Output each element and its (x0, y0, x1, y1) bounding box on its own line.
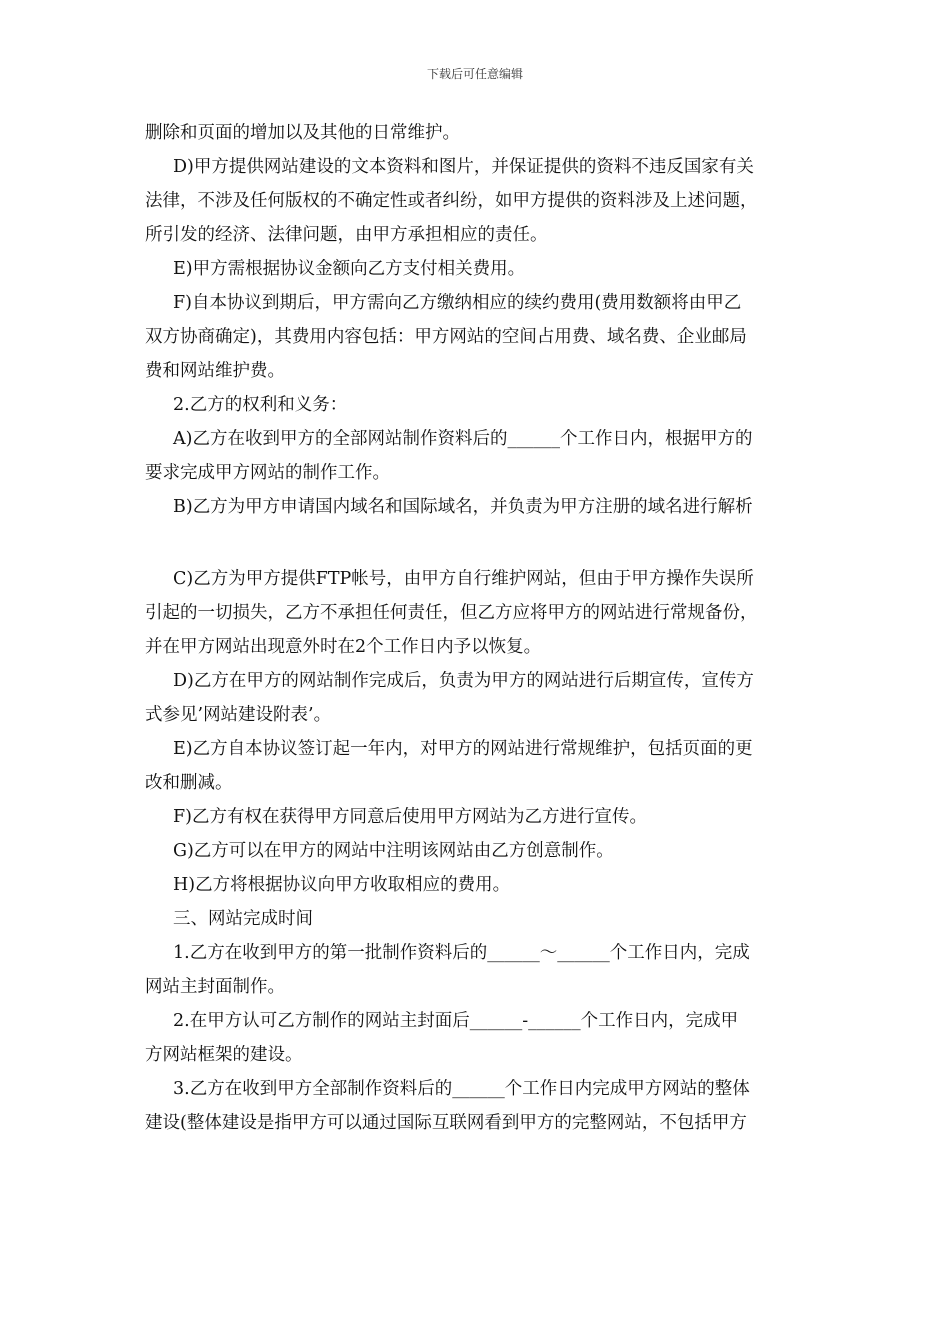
document-body (145, 116, 807, 1140)
paragraph-line: 所引发的经济、法律问题，由甲方承担相应的责任。 (145, 225, 548, 245)
paragraph-line: D)乙方在甲方的网站制作完成后，负责为甲方的网站进行后期宣传，宣传方 (173, 671, 754, 691)
blank-line (145, 524, 807, 562)
paragraph-line: 改和删减。 (145, 773, 233, 793)
paragraph-line: 双方协商确定)，其费用内容包括：甲方网站的空间占用费、域名费、企业邮局 (145, 327, 747, 347)
paragraph-line: 删除和页面的增加以及其他的日常维护。 (145, 123, 460, 143)
paragraph-line: 引起的一切损失，乙方不承担任何责任，但乙方应将甲方的网站进行常规备份， (145, 603, 758, 623)
paragraph-line: 式参见’网站建设附表’。 (145, 705, 332, 725)
paragraph-line: 建设(整体建设是指甲方可以通过国际互联网看到甲方的完整网站，不包括甲方 (145, 1113, 747, 1133)
paragraph-line: 2.在甲方认可乙方制作的网站主封面后______-______个工作日内，完成甲 (173, 1011, 739, 1031)
section-heading: 三、网站完成时间 (173, 909, 313, 929)
paragraph-line: H)乙方将根据协议向甲方收取相应的费用。 (173, 875, 511, 895)
paragraph-line: 法律，不涉及任何版权的不确定性或者纠纷，如甲方提供的资料涉及上述问题， (145, 191, 758, 211)
paragraph-line: 网站主封面制作。 (145, 977, 285, 997)
paragraph-line: D)甲方提供网站建设的文本资料和图片，并保证提供的资料不违反国家有关 (173, 157, 754, 177)
paragraph-line: G)乙方可以在甲方的网站中注明该网站由乙方创意制作。 (173, 841, 614, 861)
paragraph-line: 1.乙方在收到甲方的第一批制作资料后的______～______个工作日内，完成 (173, 943, 750, 963)
paragraph-line: 3.乙方在收到甲方全部制作资料后的______个工作日内完成甲方网站的整体 (173, 1079, 750, 1099)
paragraph-line: 并在甲方网站出现意外时在2个工作日内予以恢复。 (145, 637, 542, 657)
paragraph-line: F)乙方有权在获得甲方同意后使用甲方网站为乙方进行宣传。 (173, 807, 647, 827)
paragraph-line: E)乙方自本协议签订起一年内，对甲方的网站进行常规维护，包括页面的更 (173, 739, 753, 759)
paragraph-line: C)乙方为甲方提供FTP帐号，由甲方自行维护网站，但由于甲方操作失误所 (173, 569, 754, 589)
page-header: 下载后可任意编辑 (426, 67, 523, 81)
paragraph-line: 要求完成甲方网站的制作工作。 (145, 463, 390, 483)
paragraph-line: 费和网站维护费。 (145, 361, 285, 381)
paragraph-line: E)甲方需根据协议金额向乙方支付相关费用。 (173, 259, 526, 279)
paragraph-line: 方网站框架的建设。 (145, 1045, 303, 1065)
section-heading: 2.乙方的权利和义务： (173, 395, 348, 415)
paragraph-line: A)乙方在收到甲方的全部网站制作资料后的______个工作日内，根据甲方的 (173, 429, 753, 449)
paragraph-line: B)乙方为甲方申请国内域名和国际域名，并负责为甲方注册的域名进行解析 (173, 497, 753, 517)
paragraph-line: F)自本协议到期后，甲方需向乙方缴纳相应的续约费用(费用数额将由甲乙 (173, 293, 742, 313)
